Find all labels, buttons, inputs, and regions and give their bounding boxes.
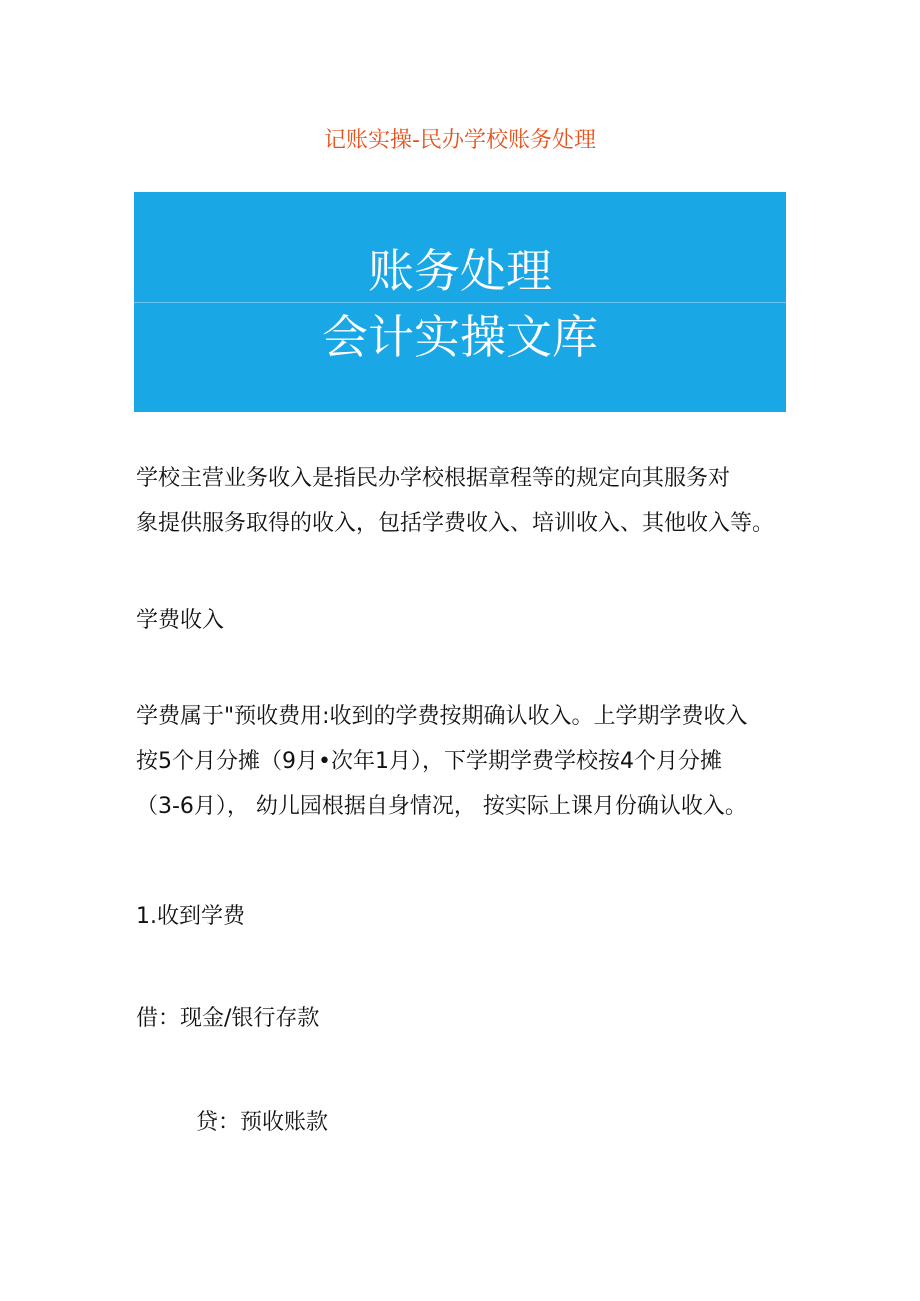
paragraph-line: 学校主营业务收入是指民办学校根据章程等的规定向其服务对 [136,466,731,491]
banner-title-line-2: 会计实操文库 [322,310,598,364]
intro-paragraph [136,456,796,546]
journal-entry-credit: 贷：预收账款 [196,1110,329,1135]
banner-title-line-1: 账务处理 [368,244,552,298]
banner-divider [134,302,786,303]
title-banner [134,192,786,412]
paragraph-line: 按5个月分摊（9月•次年1月），下学期学费学校按4个月分摊 [136,749,722,774]
document-title: 记账实操-民办学校账务处理 [324,128,596,153]
paragraph-line: （3-6月）， 幼儿园根据自身情况， 按实际上课月份确认收入。 [136,794,747,819]
section-heading-tuition: 学费收入 [136,608,225,633]
paragraph-line: 学费属于"预收费用:收到的学费按期确认收入。上学期学费收入 [136,704,748,729]
tuition-paragraph [136,694,796,829]
paragraph-line: 象提供服务取得的收入，包括学费收入、培训收入、其他收入等。 [136,511,775,536]
journal-entry-debit: 借：现金/银行存款 [136,1006,320,1031]
step-heading: 1.收到学费 [136,904,245,929]
